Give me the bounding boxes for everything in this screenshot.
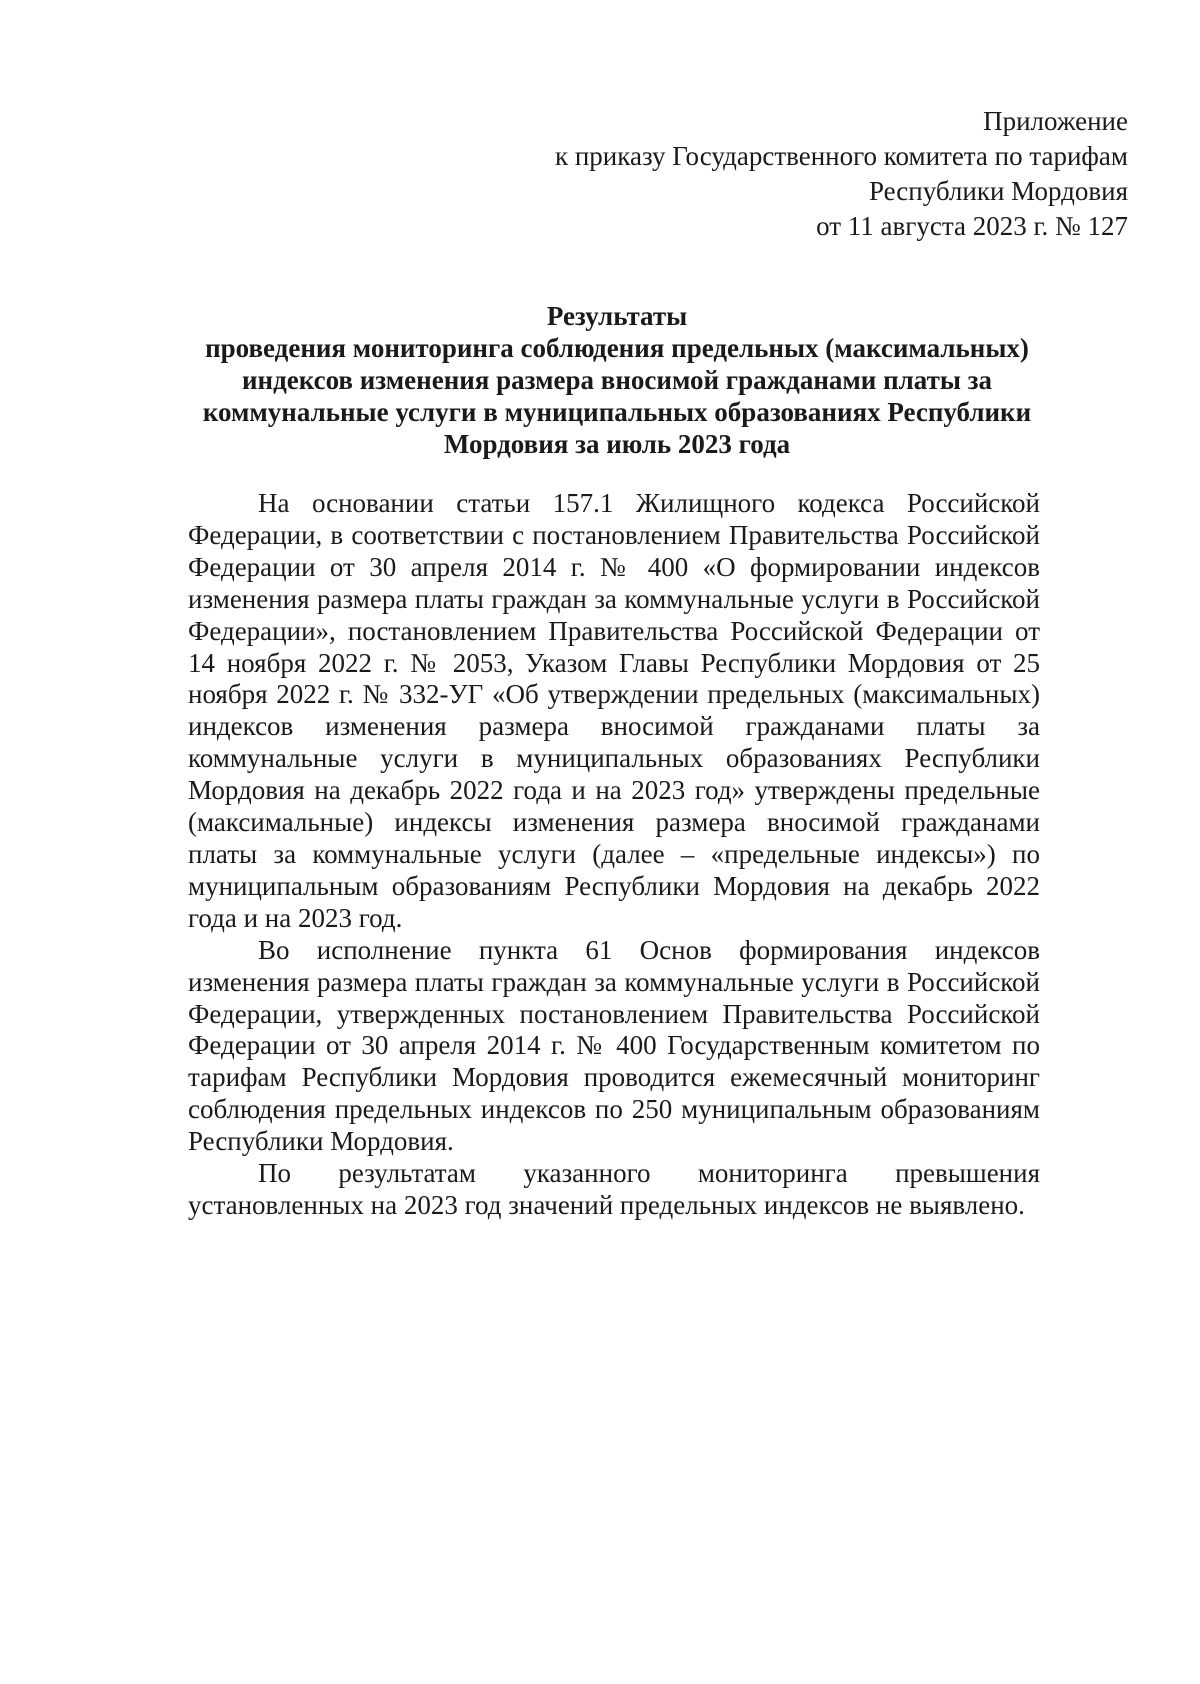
annex-order-reference: к приказу Государственного комитета по тарифам <box>554 141 1128 171</box>
document-title <box>176 300 1058 460</box>
document-body <box>188 488 1040 1222</box>
annex-label: Приложение <box>983 106 1128 136</box>
title-subheading: проведения мониторинга соблюдения предельных (максимальных) индексов изменения размера вносимой гражданами платы за коммунальные услуги в муниципальных образованиях Республики Мордовия за июль 2023 года <box>202 333 1032 459</box>
title-heading: Результаты <box>546 301 688 331</box>
annex-region: Республики Мордовия <box>868 176 1128 206</box>
paragraph-results: По результатам указанного мониторинга превышения установленных на 2023 год значений предельных индексов не выявлено. <box>188 1158 1040 1220</box>
paragraph-legal-basis: На основании статьи 157.1 Жилищного кодекса Российской Федерации, в соответствии с постановлением Правительства Российской Федерации от 30 апреля 2014 г. № 400 «О формировании индексов изменения размера платы граждан за коммунальные услуги в Российской Федерации», постановлением Правительства Российской Федерации от 14 ноября 2022 г. № 2053, Указом Главы Республики Мордовия от 25 ноября 2022 г. № 332-УГ «Об утверждении предельных (максимальных) индексов изменения размера вносимой гражданами платы за коммунальные услуги в муниципальных образованиях Республики Мордовия на декабрь 2022 года и на 2023 год» утверждены предельные (максимальные) индексы изменения размера вносимой гражданами платы за коммунальные услуги (далее – «предельные индексы») по муниципальным образованиям Республики Мордовия на декабрь 2022 года и на 2023 год. <box>188 488 1040 933</box>
paragraph-monitoring: Во исполнение пункта 61 Основ формирования индексов изменения размера платы граждан за коммунальные услуги в Российской Федерации, утвержденных постановлением Правительства Российской Федерации от 30 апреля 2014 г. № 400 Государственным комитетом по тарифам Республики Мордовия проводится ежемесячный мониторинг соблюдения предельных индексов по 250 муниципальным образованиям Республики Мордовия. <box>188 934 1040 1157</box>
annex-header <box>408 104 1128 244</box>
annex-order-date-number: от 11 августа 2023 г. № 127 <box>816 211 1128 241</box>
